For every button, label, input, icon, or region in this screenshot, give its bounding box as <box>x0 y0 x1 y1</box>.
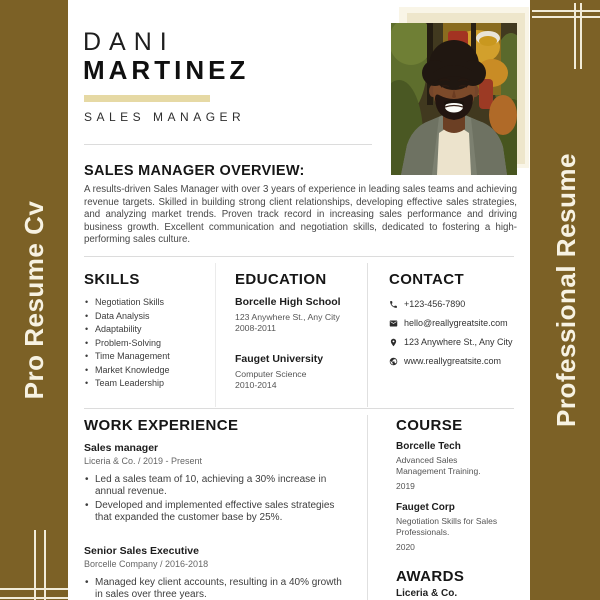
profile-photo-illustration <box>391 23 517 175</box>
awards-heading: AWARDS <box>396 568 465 585</box>
education-entry <box>235 296 363 334</box>
column-divider <box>367 263 368 407</box>
job-meta: Borcelle Company / 2016-2018 <box>84 559 209 569</box>
awards-org: Liceria & Co. <box>396 588 458 599</box>
course-entry <box>396 502 524 552</box>
skill-item: • Data Analysis <box>84 310 170 324</box>
email-icon <box>389 319 398 328</box>
contact-text: hello@reallygreatsite.com <box>404 318 508 328</box>
contact-item <box>389 337 519 347</box>
job-entry <box>84 441 366 526</box>
column-divider <box>367 415 368 600</box>
job-bullet-list <box>84 577 346 600</box>
overview-heading: SALES MANAGER OVERVIEW: <box>84 163 305 179</box>
job-title-text: Sales manager <box>84 442 159 454</box>
school-years: 2008-2011 <box>235 323 276 333</box>
job-bullet: • Managed key client accounts, resulting in a 40% growth in sales over three years. <box>84 577 346 600</box>
name-underline-accent <box>84 95 210 102</box>
contact-text: +123-456-7890 <box>404 299 466 309</box>
decorative-line <box>532 16 600 18</box>
section-divider <box>84 256 514 257</box>
left-banner-text: Pro Resume Cv <box>19 200 49 400</box>
first-name-heading: DANI <box>83 28 175 56</box>
job-entry <box>84 544 366 600</box>
contact-item <box>389 299 519 309</box>
overview-text: A results-driven Sales Manager with over 3 years of experience in leading sales teams and achieving revenue targets. Skilled in building strong client relationships, developing effective sales strategies, and analyzing market trends. Proven track record in increasing sales performance and driving business growth. Excellent communication and negotiation skills, dedicated to fostering a high-performing sales culture. <box>84 184 517 246</box>
skill-item: • Market Knowledge <box>84 364 170 378</box>
decorative-line <box>0 588 68 590</box>
decorative-line <box>580 3 582 69</box>
contact-item <box>389 356 519 366</box>
skill-item: • Team Leadership <box>84 377 170 391</box>
course-name: Advanced Sales Management Training. <box>396 455 481 476</box>
education-list <box>235 296 363 410</box>
skill-item: • Time Management <box>84 350 170 364</box>
skills-list <box>84 296 170 391</box>
job-title-text: Senior Sales Executive <box>84 545 199 557</box>
education-heading: EDUCATION <box>235 271 327 288</box>
course-year: 2020 <box>396 542 415 552</box>
job-bullet: • Led a sales team of 10, achieving a 30% increase in annual revenue. <box>84 474 346 497</box>
contact-list <box>389 299 519 375</box>
contact-text: www.reallygreatsite.com <box>404 356 502 366</box>
school-years: 2010-2014 <box>235 380 277 390</box>
course-org: Borcelle Tech <box>396 441 461 452</box>
decorative-line <box>574 3 576 69</box>
school-name: Fauget University <box>235 353 324 365</box>
skill-item: • Negotiation Skills <box>84 296 170 310</box>
contact-heading: CONTACT <box>389 271 465 288</box>
course-entry <box>396 441 524 491</box>
school-detail: 123 Anywhere St., Any City <box>235 312 340 322</box>
course-list <box>396 441 524 563</box>
work-experience-heading: WORK EXPERIENCE <box>84 417 239 434</box>
school-name: Borcelle High School <box>235 296 341 308</box>
course-name: Negotiation Skills for Sales Professionals. <box>396 516 498 537</box>
job-bullet-list <box>84 474 346 523</box>
job-bullet: • Developed and implemented effective sales strategies that expanded the customer base by 25%. <box>84 500 346 523</box>
education-entry <box>235 353 363 391</box>
job-meta: Liceria & Co. / 2019 - Present <box>84 456 203 466</box>
skill-item: • Problem-Solving <box>84 337 170 351</box>
column-divider <box>215 263 216 407</box>
right-banner-text: Professional Resume <box>551 153 581 427</box>
job-title: SALES MANAGER <box>84 110 246 124</box>
last-name-heading: MARTINEZ <box>83 55 250 85</box>
profile-photo <box>391 23 517 175</box>
section-divider <box>84 144 372 145</box>
contact-item <box>389 318 519 328</box>
course-heading: COURSE <box>396 417 463 434</box>
decorative-line <box>0 597 68 599</box>
school-detail: Computer Science <box>235 369 307 379</box>
skill-item: • Adaptability <box>84 323 170 337</box>
globe-icon <box>389 357 398 366</box>
course-year: 2019 <box>396 481 415 491</box>
phone-icon <box>389 300 398 309</box>
course-org: Fauget Corp <box>396 502 455 513</box>
location-icon <box>389 338 398 347</box>
skills-heading: SKILLS <box>84 271 140 288</box>
decorative-line <box>532 10 600 12</box>
contact-text: 123 Anywhere St., Any City <box>404 337 513 347</box>
